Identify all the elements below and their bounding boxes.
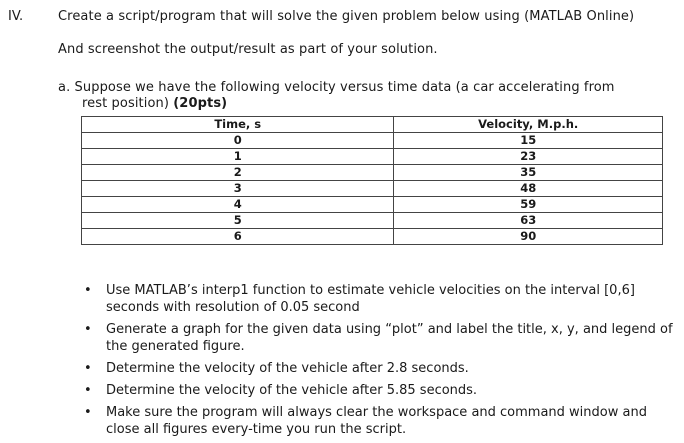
bullet-icon: • xyxy=(84,383,92,398)
time-cell: 6 xyxy=(82,229,394,245)
table-header-row xyxy=(82,117,663,133)
list-item xyxy=(84,382,674,399)
task-list xyxy=(84,282,674,443)
list-item xyxy=(84,282,674,316)
time-cell: 3 xyxy=(82,181,394,197)
velocity-cell: 90 xyxy=(394,229,663,245)
task-text: Make sure the program will always clear the workspace and command window and close all figures every-time you run the script. xyxy=(106,405,647,437)
task-text: Determine the velocity of the vehicle after 5.85 seconds. xyxy=(106,383,478,398)
part-a-line2 xyxy=(82,96,227,111)
header-velocity: Velocity, M.p.h. xyxy=(394,117,663,133)
bullet-icon: • xyxy=(84,322,92,337)
table-row xyxy=(82,181,663,197)
time-cell: 1 xyxy=(82,149,394,165)
header-time: Time, s xyxy=(82,117,394,133)
velocity-cell: 59 xyxy=(394,197,663,213)
velocity-cell: 35 xyxy=(394,165,663,181)
time-cell: 0 xyxy=(82,133,394,149)
task-text: Use MATLAB’s interp1 function to estimate vehicle velocities on the interval [0,6] seconds with resolution of 0.05 second xyxy=(106,283,635,315)
list-item xyxy=(84,321,674,355)
velocity-cell: 15 xyxy=(394,133,663,149)
velocity-table xyxy=(81,116,663,245)
table-row xyxy=(82,133,663,149)
time-cell: 4 xyxy=(82,197,394,213)
task-text: Determine the velocity of the vehicle after 2.8 seconds. xyxy=(106,361,469,376)
velocity-cell: 48 xyxy=(394,181,663,197)
bullet-icon: • xyxy=(84,283,92,298)
bullet-icon: • xyxy=(84,361,92,376)
problem-number: IV. xyxy=(8,9,24,24)
list-item xyxy=(84,360,674,377)
table-row xyxy=(82,197,663,213)
table-row xyxy=(82,213,663,229)
table-row xyxy=(82,165,663,181)
bullet-icon: • xyxy=(84,405,92,420)
screenshot-note: And screenshot the output/result as part of your solution. xyxy=(58,42,438,57)
table-row xyxy=(82,229,663,245)
time-cell: 5 xyxy=(82,213,394,229)
velocity-cell: 63 xyxy=(394,213,663,229)
part-a-text: rest position) xyxy=(82,96,170,111)
table-row xyxy=(82,149,663,165)
task-text: Generate a graph for the given data using “plot” and label the title, x, y, and legend of the generated figure. xyxy=(106,322,673,354)
part-a-line1: a. Suppose we have the following velocity versus time data (a car accelerating from xyxy=(58,80,615,95)
problem-instruction: Create a script/program that will solve the given problem below using (MATLAB Online) xyxy=(58,9,635,24)
velocity-cell: 23 xyxy=(394,149,663,165)
points-label: (20pts) xyxy=(173,96,228,111)
time-cell: 2 xyxy=(82,165,394,181)
